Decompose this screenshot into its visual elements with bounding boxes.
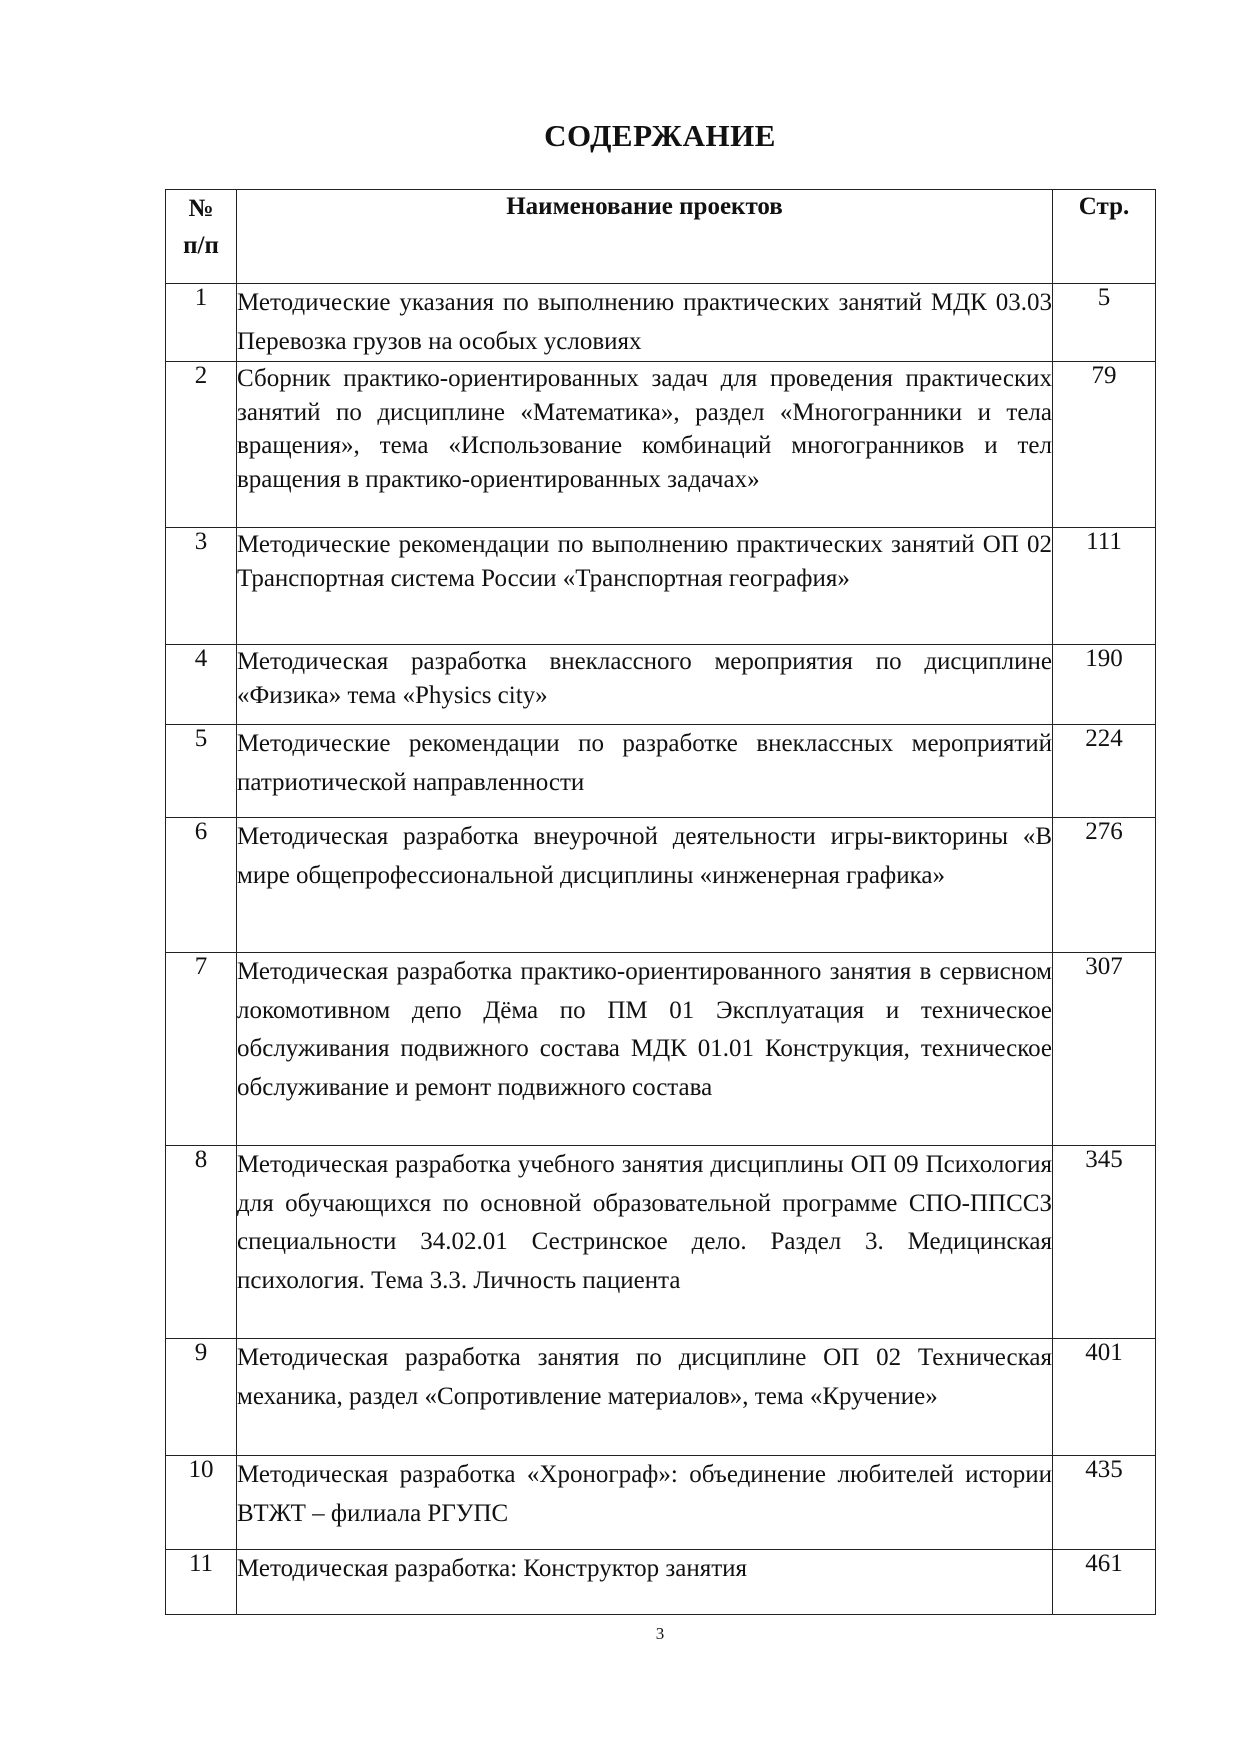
row-page: 190 [1053, 645, 1156, 725]
header-number-symbol: № [188, 195, 214, 222]
table-row [166, 1146, 1156, 1339]
row-page: 224 [1053, 725, 1156, 818]
contents-table [165, 189, 1156, 1615]
table-row [166, 953, 1156, 1146]
row-number: 11 [166, 1550, 237, 1615]
row-title: Методическая разработка занятия по дисциплине ОП 02 Техническая механика, раздел «Сопротивление материалов», тема «Кручение» [237, 1339, 1053, 1456]
row-page: 5 [1053, 284, 1156, 362]
header-page: Стр. [1053, 190, 1156, 284]
row-title: Методическая разработка практико-ориентированного занятия в сервисном локомотивном депо Дёма по ПМ 01 Эксплуатация и техническое обслуживания подвижного состава МДК 01.01 Конструкция, техническое обслуживание и ремонт подвижного состава [237, 953, 1053, 1146]
row-title: Методические указания по выполнению практических занятий МДК 03.03 Перевозка грузов на особых условиях [237, 284, 1053, 362]
header-project-name: Наименование проектов [237, 190, 1053, 284]
table-row [166, 528, 1156, 645]
row-number: 5 [166, 725, 237, 818]
table-row [166, 362, 1156, 528]
table-row [166, 284, 1156, 362]
table-row [166, 1456, 1156, 1550]
row-number: 9 [166, 1339, 237, 1456]
row-number: 1 [166, 284, 237, 362]
row-number: 4 [166, 645, 237, 725]
row-title: Методические рекомендации по выполнению практических занятий ОП 02 Транспортная система России «Транспортная география» [237, 528, 1053, 645]
row-page: 461 [1053, 1550, 1156, 1615]
header-number-abbrev: п/п [183, 232, 219, 259]
row-page: 401 [1053, 1339, 1156, 1456]
table-row [166, 818, 1156, 953]
row-title: Методическая разработка внеклассного мероприятия по дисциплине «Физика» тема «Physics city» [237, 645, 1053, 725]
row-number: 8 [166, 1146, 237, 1339]
row-number: 10 [166, 1456, 237, 1550]
row-number: 2 [166, 362, 237, 528]
row-title: Методическая разработка внеурочной деятельности игры-викторины «В мире общепрофессиональной дисциплины «инженерная графика» [237, 818, 1053, 953]
row-page: 276 [1053, 818, 1156, 953]
table-row [166, 1339, 1156, 1456]
row-title: Сборник практико-ориентированных задач для проведения практических занятий по дисциплине «Математика», раздел «Многогранники и тела вращения», тема «Использование комбинаций многогранников и тел вращения в практико-ориентированных задачах» [237, 362, 1053, 528]
header-number [166, 190, 237, 284]
row-title: Методическая разработка учебного занятия дисциплины ОП 09 Психология для обучающихся по основной образовательной программе СПО-ППССЗ специальности 34.02.01 Сестринское дело. Раздел 3. Медицинская психология. Тема 3.3. Личность пациента [237, 1146, 1053, 1339]
row-title: Методическая разработка: Конструктор занятия [237, 1550, 1053, 1615]
row-number: 3 [166, 528, 237, 645]
row-page: 307 [1053, 953, 1156, 1146]
table-row [166, 725, 1156, 818]
row-page: 111 [1053, 528, 1156, 645]
row-title: Методические рекомендации по разработке внеклассных мероприятий патриотической направленности [237, 725, 1053, 818]
row-page: 435 [1053, 1456, 1156, 1550]
table-row [166, 1550, 1156, 1615]
document-title: СОДЕРЖАНИЕ [544, 118, 776, 153]
row-page: 79 [1053, 362, 1156, 528]
page-number: 3 [655, 1624, 665, 1643]
table-header-row [166, 190, 1156, 284]
row-page: 345 [1053, 1146, 1156, 1339]
row-number: 7 [166, 953, 237, 1146]
table-row [166, 645, 1156, 725]
row-title: Методическая разработка «Хронограф»: объединение любителей истории ВТЖТ – филиала РГУПС [237, 1456, 1053, 1550]
row-number: 6 [166, 818, 237, 953]
